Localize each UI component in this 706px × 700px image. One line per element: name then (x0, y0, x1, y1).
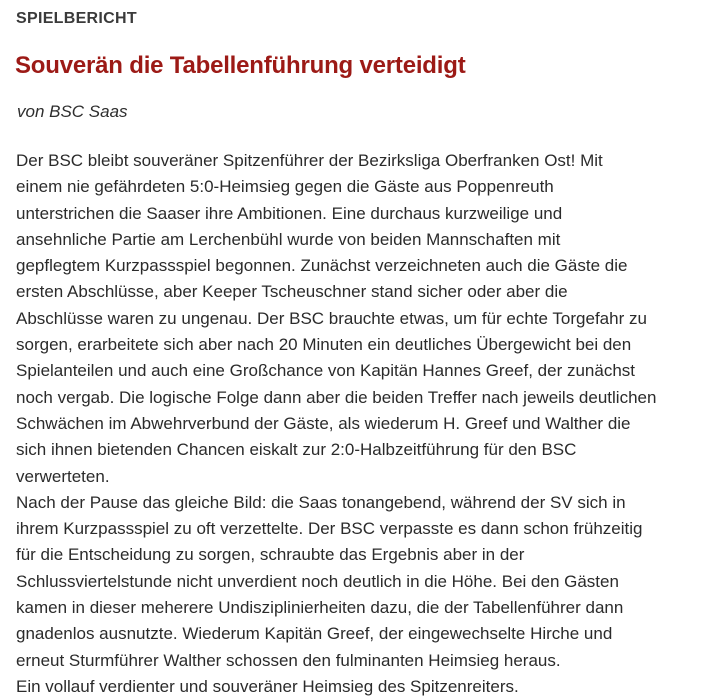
article-headline: Souverän die Tabellenführung verteidigt (15, 52, 466, 79)
body-line: Schlussviertelstunde nicht unverdient noch deutlich in die Höhe. Bei den Gästen (16, 571, 619, 591)
body-line: verwerteten. (16, 466, 110, 486)
body-line: unterstrichen die Saaser ihre Ambitionen. Eine durchaus kurzweilige und (16, 203, 563, 223)
body-line: gnadenlos ausnutzte. Wiederum Kapitän Greef, der eingewechselte Hirche und (16, 624, 613, 644)
body-line: ansehnliche Partie am Lerchenbühl wurde von beiden Mannschaften mit (16, 229, 561, 249)
body-line: ersten Abschlüsse, aber Keeper Tscheuschner stand sicher oder aber die (16, 282, 568, 302)
body-line: Schwächen im Abwehrverbund der Gäste, als wiederum H. Greef und Walther die (16, 413, 631, 433)
body-line: sorgen, erarbeitete sich aber nach 20 Minuten ein deutliches Übergewicht bei den (16, 335, 632, 355)
body-line: Abschlüsse waren zu ungenau. Der BSC brauchte etwas, um für echte Torgefahr zu (16, 308, 647, 328)
body-line: gepflegtem Kurzpassspiel begonnen. Zunächst verzeichneten auch die Gäste die (16, 256, 628, 276)
body-line: für die Entscheidung zu sorgen, schraubte das Ergebnis aber in der (16, 545, 525, 565)
article-byline: von BSC Saas (17, 102, 128, 121)
body-line: erneut Sturmführer Walther schossen den fulminanten Heimsieg heraus. (16, 650, 561, 670)
body-line: Nach der Pause das gleiche Bild: die Saas tonangebend, während der SV sich in (16, 492, 626, 512)
body-line: sich ihnen bietenden Chancen eiskalt zur 2:0-Halbzeitführung für den BSC (16, 440, 577, 460)
body-line: einem nie gefährdeten 5:0-Heimsieg gegen die Gäste aus Poppenreuth (16, 177, 554, 197)
body-line: kamen in dieser meherere Undisziplinierheiten dazu, die der Tabellenführer dann (16, 598, 624, 618)
body-line: Ein vollauf verdienter und souveräner Heimsieg des Spitzenreiters. (16, 676, 519, 696)
body-line: Spielanteilen und auch eine Großchance von Kapitän Hannes Greef, der zunächst (16, 361, 636, 381)
body-line: noch vergab. Die logische Folge dann aber die beiden Treffer nach jeweils deutlichen (16, 387, 657, 407)
article-body (16, 148, 696, 700)
body-line: Der BSC bleibt souveräner Spitzenführer der Bezirksliga Oberfranken Ost! Mit (16, 151, 603, 170)
body-line: ihrem Kurzpassspiel zu oft verzettelte. Der BSC verpasste es dann schon frühzeitig (16, 519, 643, 539)
section-kicker: SPIELBERICHT (16, 10, 137, 27)
